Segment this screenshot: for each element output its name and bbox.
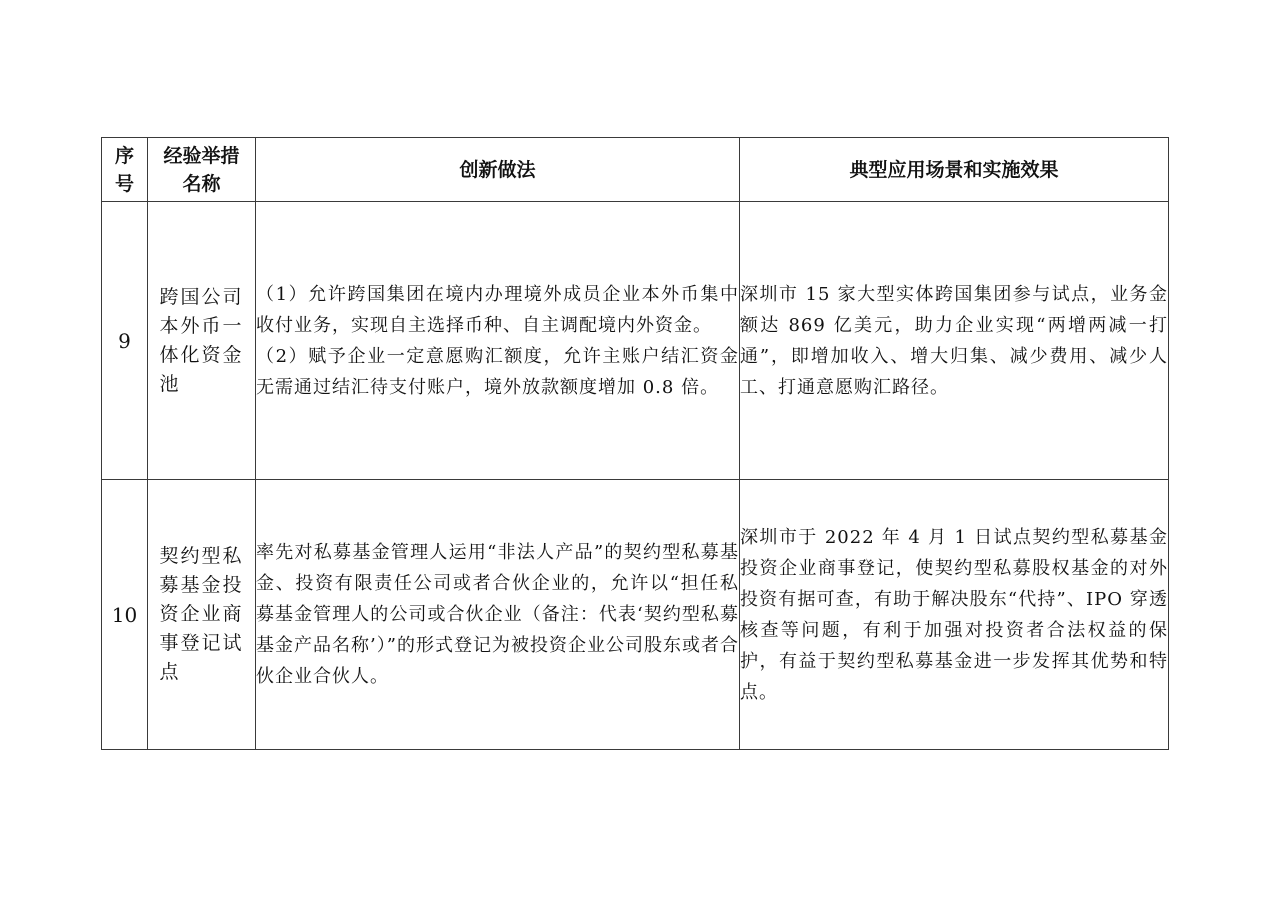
row-name: 契约型私募基金投资企业商事登记试点 [159, 545, 244, 683]
row-name: 跨国公司本外币一体化资金池 [159, 285, 244, 395]
row-effect [740, 202, 1169, 480]
method-paragraph: （1）允许跨国集团在境内办理境外成员企业本外币集中收付业务，实现自主选择币种、自主调配境内外资金。 [256, 283, 739, 336]
table-row [102, 202, 1169, 480]
row-name-cell [148, 202, 256, 480]
header-name-line2: 名称 [182, 172, 221, 195]
method-paragraph: 率先对私募基金管理人运用“非法人产品”的契约型私募基金、投资有限责任公司或者合伙企业的，允许以“担任私募基金管理人的公司或合伙企业（备注：代表‘契约型私募基金产品名称’）”的形式登记为被投资企业公司股东或者合伙企业合伙人。 [256, 542, 739, 687]
effect-paragraph: 深圳市 15 家大型实体跨国集团参与试点，业务金额达 869 亿美元，助力企业实现“两增两减一打通”，即增加收入、增大归集、减少费用、减少人工、打通意愿购汇路径。 [740, 283, 1168, 398]
header-seq-line2: 号 [114, 172, 134, 195]
row-seq: 10 [102, 480, 148, 750]
method-paragraph: （2）赋予企业一定意愿购汇额度，允许主账户结汇资金无需通过结汇待支付账户，境外放款额度增加 0.8 倍。 [256, 345, 739, 398]
effect-paragraph: 深圳市于 2022 年 4 月 1 日试点契约型私募基金投资企业商事登记，使契约型私募股权基金的对外投资有据可查，有助于解决股东“代持”、IPO 穿透核查等问题，有利于加强对投资者合法权益的保护，有益于契约型私募基金进一步发挥其优势和特点。 [740, 526, 1168, 703]
header-method: 创新做法 [256, 138, 740, 202]
row-method [256, 202, 740, 480]
row-effect [740, 480, 1169, 750]
header-seq [102, 138, 148, 202]
row-seq: 9 [102, 202, 148, 480]
row-method [256, 480, 740, 750]
header-seq-line1: 序 [114, 144, 134, 167]
row-name-cell [148, 480, 256, 750]
header-name-line1: 经验举措 [163, 144, 240, 167]
header-name [148, 138, 256, 202]
header-effect: 典型应用场景和实施效果 [740, 138, 1169, 202]
measures-table [101, 137, 1169, 750]
table-header-row [102, 138, 1169, 202]
table-row [102, 480, 1169, 750]
